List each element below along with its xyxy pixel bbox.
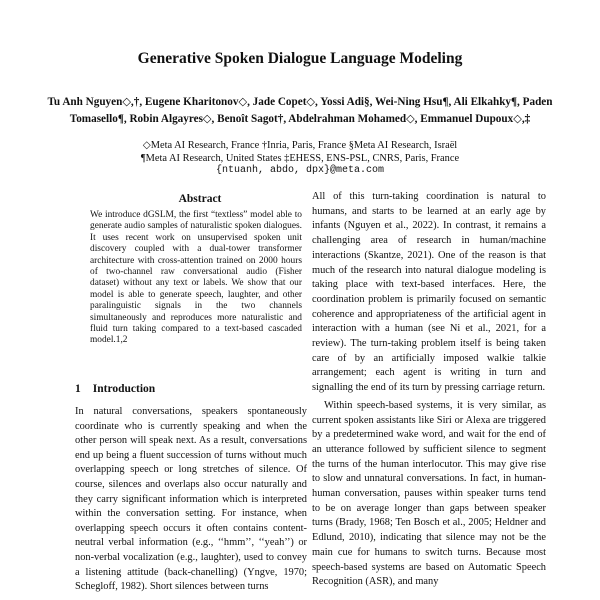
abstract-text bbox=[90, 210, 302, 347]
section-title: Introduction bbox=[92, 383, 156, 395]
author-emails: {ntuanh, abdo, dpx}@meta.com bbox=[215, 165, 385, 176]
affiliations bbox=[40, 140, 560, 178]
affiliation-line-2: ¶Meta AI Research, United States ‡EHESS, ENS-PSL, CNRS, Paris, France bbox=[140, 152, 460, 164]
right-paragraph-1: All of this turn-taking coordination is natural to humans, and starts to be learned at an early age by infants (Nguyen et al., 2022). In contrast, it remains a challenging area of research in human/machine interactions (Skantze, 2021). One of the reason is that much of the research into natural dialogue modeling is taking place with text-based interfaces. Here, the coordination problem is primarily focused on semantic coherence and appropriateness of the artificial agent in interaction with a human (see Ni et al., 2021, for a review). The turn-taking problem itself is being taken care of by an artificially imposed walkie talkie arrangement; each agent is writing in turn and signalling the end of its turn by pressing carriage return. bbox=[312, 191, 546, 394]
right-column bbox=[312, 190, 546, 590]
intro-paragraph: In natural conversations, speakers spontaneously coordinate who is currently speaking and when the other person will speak next. As a result, conversations end up being a fluent succession of turns without much overlapping speech or long stretches of silence. Of course, silences and overlaps also occur naturally and they carry significant information which is interpreted within the conversation setting. For instance, when overlapping speech occurs it often contains content-neutral verbal information (e.g., ‘‘hmm’’, ‘‘yeah’’) or non-verbal vocalization (e.g., laughter), used to convey a listening attitude (back-chanelling) (Yngve, 1970; Schegloff, 1982). Short silences between turns bbox=[75, 406, 307, 593]
paper-title: Generative Spoken Dialogue Language Modeling bbox=[137, 50, 463, 67]
right-paragraph-2: Within speech-based systems, it is very similar, as current spoken assistants like Siri or Alexa are triggered by a predetermined wake word, and wait for the end of an utterance followed by sufficient silence to segment the turns of the human interlocutor. This may give rise to slow and unnatural conversations. In fact, in human-human conversation, pauses within speaker turns tend to be on average longer than gaps between speaker turns (Brady, 1968; Ten Bosch et al., 2005; Heldner and Edlund, 2010), indicating that silence may not be the main cue for humans to switch turns. Because most speech-based systems are based on Automatic Speech Recognition (ASR), and many bbox=[312, 399, 546, 588]
introduction-body bbox=[75, 405, 307, 595]
section-heading-introduction bbox=[75, 383, 305, 395]
affiliation-line-1: ◇Meta AI Research, France †Inria, Paris, France §Meta AI Research, Israël bbox=[142, 140, 458, 151]
abstract-heading: Abstract bbox=[178, 193, 222, 205]
abstract-paragraph: We introduce dGSLM, the first “textless” model able to generate audio samples of naturalistic spoken dialogues. It uses recent work on unsupervised spoken unit discovery coupled with a dual-tower transformer architecture with cross-attention trained on 2000 hours of two-channel raw conversational audio (Fisher dataset) without any text or labels. We show that our model is able to generate speech, laughter, and other paralinguistic signals in the two channels simultaneously and reproduces more naturalistic and fluid turn taking compared to a text-based cascaded model.1,2 bbox=[90, 210, 302, 346]
section-number: 1 bbox=[75, 383, 81, 395]
author-list: Tu Anh Nguyen◇,†, Eugene Kharitonov◇, Jade Copet◇, Yossi Adi§, Wei-Ning Hsu¶, Ali Elkahky¶, Paden Tomasello¶, Robin Algayres◇, Benoît Sagot†, Abdelrahman Mohamed◇, Emmanuel Dupoux◇,‡ bbox=[47, 96, 553, 125]
